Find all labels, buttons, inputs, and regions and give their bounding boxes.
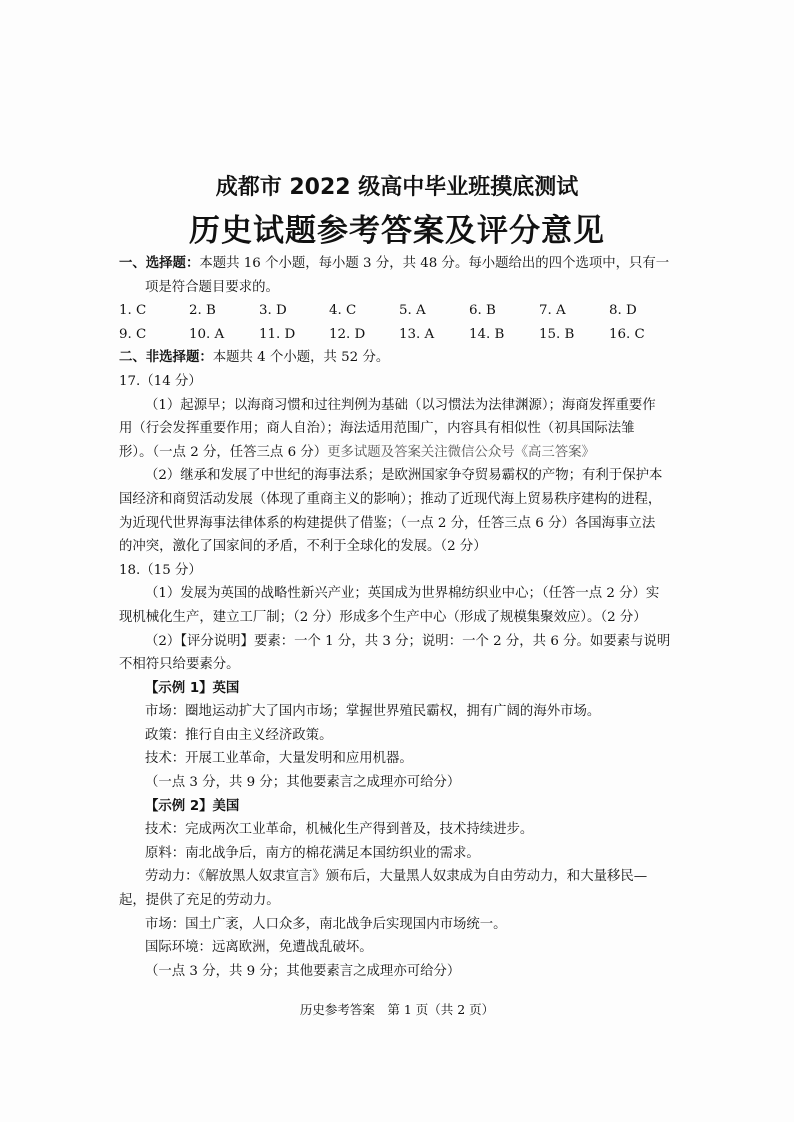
- q18-p1-line1: （1）发展为英国的战略性新兴产业；英国成为世界棉纺织业中心；（任答一点 2 分）实: [145, 586, 660, 602]
- answer-item: 14. B: [469, 326, 505, 342]
- answer-item: 3. D: [259, 303, 287, 319]
- answer-item: 13. A: [399, 326, 435, 342]
- q17-p2-line1: （2）继承和发展了中世纪的海事法系；是欧洲国家争夺贸易霸权的产物；有利于保护本: [145, 468, 663, 484]
- answer-body: [119, 252, 679, 983]
- example-2-item: 国际环境：远离欧洲，免遭战乱破坏。: [145, 940, 373, 956]
- example-2-labor-line1: 劳动力：《解放黑人奴隶宣言》颁布后，大量黑人奴隶成为自由劳动力，和大量移民—: [145, 869, 648, 885]
- example-2-item: 市场：国土广袤，人口众多，南北战争后实现国内市场统一。: [145, 916, 507, 932]
- q17-p2-line2: 国经济和商贸活动发展（体现了重商主义的影响）；推动了近现代海上贸易秩序建构的进程，: [119, 491, 662, 507]
- answers-row-2: [119, 323, 679, 347]
- q17-number: 17.（14 分）: [119, 373, 202, 389]
- example-1-scoring: （一点 3 分，共 9 分；其他要素言之成理亦可给分）: [145, 775, 461, 791]
- section1-intro-line1: 本题共 16 个小题，每小题 3 分，共 48 分。每小题给出的四个选项中，只有一: [199, 256, 670, 271]
- q18-p2-line2: 不相符只给要素分。: [119, 657, 240, 673]
- answer-item: 9. C: [119, 326, 147, 342]
- example-1-title: 【示例 1】英国: [145, 680, 240, 696]
- answer-item: 4. C: [329, 303, 357, 319]
- answers-row-1: [119, 299, 679, 323]
- page-footer: 历史参考答案 第 1 页（共 2 页）: [299, 1002, 495, 1017]
- answer-item: 2. B: [189, 303, 216, 319]
- example-1-item: 政策：推行自由主义经济政策。: [145, 727, 333, 743]
- q18-p2-line1: （2）【评分说明】要素：一个 1 分，共 3 分；说明：一个 2 分，共 6 分。如要素与说明: [145, 633, 671, 649]
- answer-item: 10. A: [189, 326, 225, 342]
- q18-number: 18.（15 分）: [119, 562, 202, 578]
- q17-p2-line4: 的冲突，激化了国家间的矛盾，不利于全球化的发展。（2 分）: [119, 539, 487, 555]
- answer-item: 1. C: [119, 303, 147, 319]
- example-2-title: 【示例 2】美国: [145, 798, 240, 814]
- section1-heading: 一、选择题：: [119, 256, 200, 271]
- section2-intro: 二、非选择题：本题共 4 个小题，共 52 分。: [119, 350, 390, 366]
- section2-heading: 二、非选择题：: [119, 350, 213, 366]
- watermark-notice: 更多试题及答案关注微信公众号《高三答案》: [327, 444, 595, 460]
- answer-item: 6. B: [469, 303, 496, 319]
- example-2-item: 原料：南北战争后，南方的棉花满足本国纺织业的需求。: [145, 845, 480, 861]
- answer-item: 11. D: [259, 326, 296, 342]
- answer-item: 15. B: [539, 326, 575, 342]
- example-2-scoring: （一点 3 分，共 9 分；其他要素言之成理亦可给分）: [145, 963, 461, 979]
- q18-p1-line2: 现机械化生产，建立工厂制；（2 分）形成多个生产中心（形成了规模集聚效应）。（2 分）: [119, 609, 647, 625]
- q17-p1-line2: 用（行会发挥重要作用；商人自治）；海法适用范围广，内容具有相似性（初具国际法雏: [119, 421, 635, 437]
- answer-item: 12. D: [329, 326, 366, 342]
- answer-item: 8. D: [609, 303, 637, 319]
- example-2-labor-line2: 起，提供了充足的劳动力。: [119, 893, 280, 909]
- section1-intro: [119, 252, 679, 276]
- answer-item: 7. A: [539, 303, 566, 319]
- q17-p1-line3: 形）。（一点 2 分，任答三点 6 分）更多试题及答案关注微信公众号《高三答案》: [119, 444, 595, 460]
- example-1-item: 市场：圈地运动扩大了国内市场；掌握世界殖民霸权，拥有广阔的海外市场。: [145, 704, 601, 720]
- q17-p1-line1: （1）起源早；以海商习惯和过往判例为基础（以习惯法为法律渊源）；海商发挥重要作: [145, 397, 656, 413]
- answer-key-title: 历史试题参考答案及评分意见: [189, 213, 605, 249]
- section1-intro-line2: 项是符合题目要求的。: [145, 279, 279, 295]
- answer-item: 5. A: [399, 303, 426, 319]
- example-1-item: 技术：开展工业革命，大量发明和应用机器。: [145, 751, 413, 767]
- answer-item: 16. C: [609, 326, 645, 342]
- exam-title: 成都市 2022 级高中毕业班摸底测试: [215, 175, 579, 200]
- example-2-item: 技术：完成两次工业革命，机械化生产得到普及，技术持续进步。: [145, 822, 534, 838]
- q17-p2-line3: 为近现代世界海事法律体系的构建提供了借鉴；（一点 2 分，任答三点 6 分）各国海事立法: [119, 515, 656, 531]
